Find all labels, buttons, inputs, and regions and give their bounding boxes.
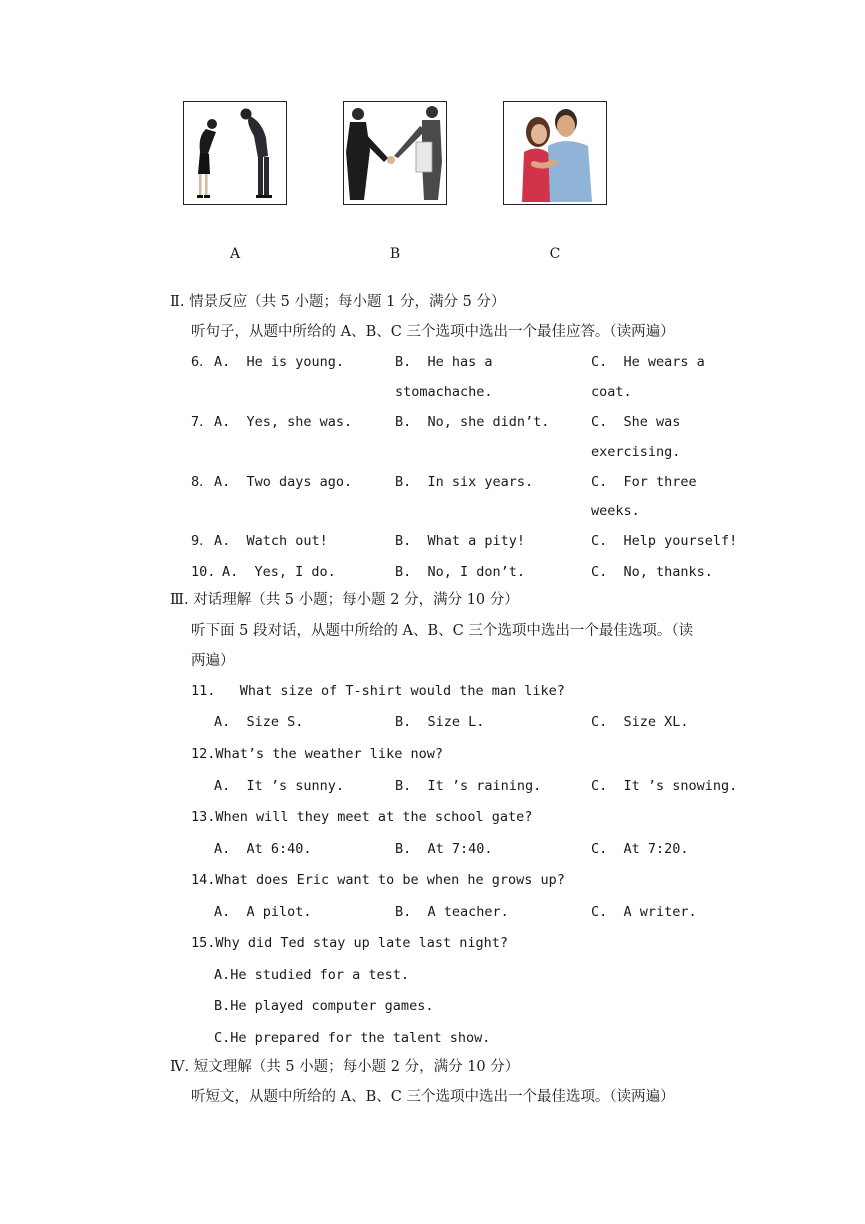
question-7-option-c: C. She was [591, 414, 681, 430]
section-2-instruction: 听句子，从题中所给的 A、B、C 三个选项中选出一个最佳应答。（读两遍） [191, 324, 675, 340]
hugging-couple-image [504, 102, 606, 204]
question-11-option-b: B. Size L. [395, 714, 485, 730]
question-15-option-c: C.He prepared for the talent show. [214, 1030, 491, 1046]
question-6-number: 6． [191, 354, 213, 370]
picture-c-hug [503, 101, 607, 205]
question-6-option-b: B. He has a [395, 354, 493, 370]
question-11-stem: 11. What size of T-shirt would the man like? [191, 683, 565, 699]
question-14-option-c: C. A writer. [591, 904, 697, 920]
question-8-option-a: A. Two days ago. [214, 474, 353, 490]
question-9-option-b: B. What a pity! [395, 533, 526, 549]
question-7-option-c-cont: exercising. [591, 444, 681, 460]
question-11-option-c: C. Size XL. [591, 714, 689, 730]
question-7-option-b: B. No, she didn’t. [395, 414, 550, 430]
question-8-option-c-cont: weeks. [591, 503, 640, 519]
picture-b-handshake [343, 101, 447, 205]
question-12-option-a: A. It ’s sunny. [214, 778, 345, 794]
section-3-heading: Ⅲ. 对话理解（共 5 小题；每小题 2 分，满分 10 分） [170, 592, 519, 608]
question-9-number: 9． [191, 533, 213, 549]
question-8-number: 8． [191, 474, 213, 490]
question-6-option-c: C. He wears a [591, 354, 705, 370]
question-11-option-a: A. Size S. [214, 714, 304, 730]
question-10-number: 10. [191, 564, 216, 580]
question-7-number: 7． [191, 414, 213, 430]
handshake-image [344, 102, 446, 204]
question-12-option-c: C. It ’s snowing. [591, 778, 738, 794]
section-4-instruction: 听短文，从题中所给的 A、B、C 三个选项中选出一个最佳选项。（读两遍） [191, 1089, 675, 1105]
question-8-option-b: B. In six years. [395, 474, 534, 490]
question-13-option-b: B. At 7:40. [395, 841, 493, 857]
question-13-option-a: A. At 6:40. [214, 841, 312, 857]
picture-label-c: C [549, 246, 561, 262]
picture-label-b: B [389, 246, 401, 262]
section-2-heading: Ⅱ. 情景反应（共 5 小题；每小题 1 分，满分 5 分） [170, 294, 506, 310]
question-10-option-c: C. No, thanks. [591, 564, 713, 580]
question-6-option-c-cont: coat. [591, 384, 632, 400]
question-15-option-a: A.He studied for a test. [214, 967, 410, 983]
question-10-option-b: B. No, I don’t. [395, 564, 526, 580]
question-9-option-a: A. Watch out! [214, 533, 328, 549]
question-6-option-a: A. He is young. [214, 354, 345, 370]
question-15-stem: 15.Why did Ted stay up late last night? [191, 935, 508, 951]
question-12-option-b: B. It ’s raining. [395, 778, 542, 794]
question-12-stem: 12.What’s the weather like now? [191, 746, 443, 762]
question-14-option-b: B. A teacher. [395, 904, 509, 920]
question-9-option-c: C. Help yourself! [591, 533, 738, 549]
question-13-stem: 13.When will they meet at the school gate? [191, 809, 533, 825]
picture-label-a: A [229, 246, 241, 262]
picture-a-bowing [183, 101, 287, 205]
section-4-heading: Ⅳ. 短文理解（共 5 小题；每小题 2 分，满分 10 分） [170, 1059, 520, 1075]
question-6-option-b-cont: stomachache. [395, 384, 493, 400]
bowing-people-image [184, 102, 286, 204]
question-8-option-c: C. For three [591, 474, 697, 490]
section-3-instruction: 听下面 5 段对话，从题中所给的 A、B、C 三个选项中选出一个最佳选项。（读 [191, 623, 694, 639]
question-14-option-a: A. A pilot. [214, 904, 312, 920]
question-15-option-b: B.He played computer games. [214, 998, 434, 1014]
question-13-option-c: C. At 7:20. [591, 841, 689, 857]
question-10-option-a: A. Yes, I do. [222, 564, 336, 580]
section-3-instruction-cont: 两遍） [191, 653, 235, 669]
question-14-stem: 14.What does Eric want to be when he grows up? [191, 872, 565, 888]
question-7-option-a: A. Yes, she was. [214, 414, 353, 430]
